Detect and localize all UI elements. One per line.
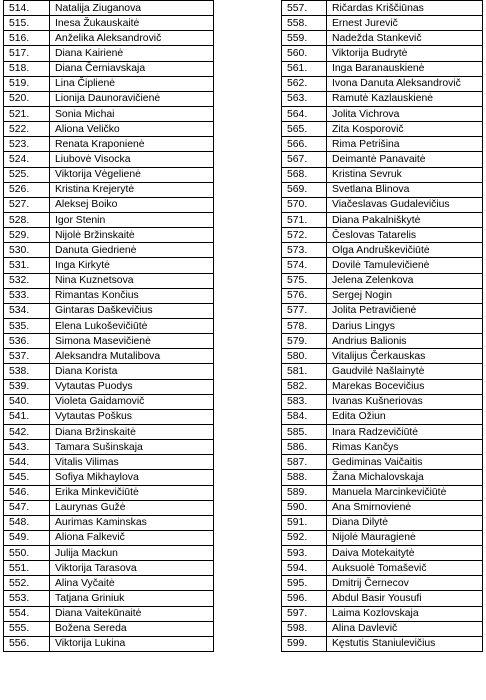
table-row — [4, 228, 214, 243]
person-name: Aliona Falkevič — [50, 530, 214, 545]
person-name: Gediminas Vaičaitis — [327, 455, 483, 470]
person-name: Edita Ožiun — [327, 409, 483, 424]
row-number: 590. — [282, 500, 327, 515]
table-row — [4, 334, 214, 349]
table-row — [4, 364, 214, 379]
row-number: 581. — [282, 364, 327, 379]
row-number: 540. — [4, 394, 50, 409]
person-name: Natalija Ziuganova — [50, 1, 214, 16]
person-name: Lionija Daunoravičienė — [50, 91, 214, 106]
row-number: 557. — [282, 1, 327, 16]
table-row — [282, 318, 483, 333]
person-name: Marekas Bocevičius — [327, 379, 483, 394]
row-number: 592. — [282, 530, 327, 545]
row-number: 534. — [4, 303, 50, 318]
row-number: 559. — [282, 31, 327, 46]
row-number: 525. — [4, 167, 50, 182]
table-row — [282, 379, 483, 394]
table-row — [4, 106, 214, 121]
person-name: Tatjana Griniuk — [50, 591, 214, 606]
row-number: 514. — [4, 1, 50, 16]
person-name: Alina Davlevič — [327, 621, 483, 636]
table-row — [282, 576, 483, 591]
row-number: 555. — [4, 621, 50, 636]
row-number: 538. — [4, 364, 50, 379]
table-row — [4, 394, 214, 409]
row-number: 584. — [282, 409, 327, 424]
table-row — [4, 470, 214, 485]
table-row — [282, 500, 483, 515]
person-name: Sonia Michai — [50, 106, 214, 121]
person-name: Erika Minkevičiūtė — [50, 485, 214, 500]
person-name: Diana Vaitekūnaitė — [50, 606, 214, 621]
row-number: 551. — [4, 561, 50, 576]
row-number: 553. — [4, 591, 50, 606]
row-number: 550. — [4, 546, 50, 561]
table-row — [282, 349, 483, 364]
table-row — [282, 334, 483, 349]
person-name: Aurimas Kaminskas — [50, 515, 214, 530]
person-name: Vitalijus Čerkauskas — [327, 349, 483, 364]
table-row — [282, 1, 483, 16]
person-name: Ernest Jurevič — [327, 16, 483, 31]
right-names-table — [281, 0, 483, 652]
person-name: Sergej Nogin — [327, 288, 483, 303]
row-number: 517. — [4, 46, 50, 61]
row-number: 571. — [282, 212, 327, 227]
table-row — [4, 530, 214, 545]
row-number: 519. — [4, 76, 50, 91]
table-row — [4, 31, 214, 46]
person-name: Vytautas Poškus — [50, 409, 214, 424]
row-number: 565. — [282, 122, 327, 137]
table-row — [4, 152, 214, 167]
row-number: 579. — [282, 334, 327, 349]
person-name: Diana Pakalniškytė — [327, 212, 483, 227]
table-row — [282, 122, 483, 137]
person-name: Ivanas Kušneriovas — [327, 394, 483, 409]
person-name: Jolita Petravičienė — [327, 303, 483, 318]
table-row — [282, 258, 483, 273]
table-row — [282, 228, 483, 243]
row-number: 544. — [4, 455, 50, 470]
table-row — [282, 106, 483, 121]
person-name: Nijolė Mauragienė — [327, 530, 483, 545]
row-number: 598. — [282, 621, 327, 636]
table-row — [4, 273, 214, 288]
person-name: Vitalis Vilimas — [50, 455, 214, 470]
table-row — [4, 515, 214, 530]
table-row — [4, 349, 214, 364]
row-number: 596. — [282, 591, 327, 606]
person-name: Olga Andruškevičiūtė — [327, 243, 483, 258]
person-name: Tamara Sušinskaja — [50, 440, 214, 455]
person-name: Aliona Veličko — [50, 122, 214, 137]
table-row — [4, 91, 214, 106]
row-number: 563. — [282, 91, 327, 106]
row-number: 564. — [282, 106, 327, 121]
row-number: 531. — [4, 258, 50, 273]
table-row — [282, 46, 483, 61]
row-number: 524. — [4, 152, 50, 167]
person-name: Lina Čiplienė — [50, 76, 214, 91]
row-number: 576. — [282, 288, 327, 303]
row-number: 597. — [282, 606, 327, 621]
person-name: Gintaras Daškevičius — [50, 303, 214, 318]
person-name: Sofiya Mikhaylova — [50, 470, 214, 485]
table-row — [282, 546, 483, 561]
table-row — [4, 16, 214, 31]
row-number: 570. — [282, 197, 327, 212]
table-row — [4, 76, 214, 91]
table-row — [282, 455, 483, 470]
table-row — [4, 424, 214, 439]
row-number: 568. — [282, 167, 327, 182]
person-name: Viktorija Tarasova — [50, 561, 214, 576]
table-row — [4, 197, 214, 212]
row-number: 530. — [4, 243, 50, 258]
row-number: 586. — [282, 440, 327, 455]
person-name: Renata Kraponienė — [50, 137, 214, 152]
table-row — [4, 636, 214, 651]
table-row — [4, 409, 214, 424]
person-name: Elena Lukoševičiūtė — [50, 318, 214, 333]
table-row — [282, 409, 483, 424]
table-row — [282, 197, 483, 212]
person-name: Danuta Giedrienė — [50, 243, 214, 258]
table-row — [4, 137, 214, 152]
row-number: 536. — [4, 334, 50, 349]
row-number: 573. — [282, 243, 327, 258]
person-name: Česlovas Tatarelis — [327, 228, 483, 243]
row-number: 521. — [4, 106, 50, 121]
row-number: 526. — [4, 182, 50, 197]
table-row — [282, 440, 483, 455]
person-name: Viačeslavas Gudalevičius — [327, 197, 483, 212]
row-number: 591. — [282, 515, 327, 530]
row-number: 560. — [282, 46, 327, 61]
person-name: Žana Michalovskaja — [327, 470, 483, 485]
person-name: Viktorija Vėgelienė — [50, 167, 214, 182]
person-name: Kristina Krejerytė — [50, 182, 214, 197]
person-name: Ivona Danuta Aleksandrovič — [327, 76, 483, 91]
table-row — [4, 621, 214, 636]
table-row — [282, 515, 483, 530]
table-row — [282, 303, 483, 318]
table-row — [282, 91, 483, 106]
person-name: Ričardas Kriščiūnas — [327, 1, 483, 16]
row-number: 520. — [4, 91, 50, 106]
person-name: Kristina Sevruk — [327, 167, 483, 182]
row-number: 529. — [4, 228, 50, 243]
row-number: 542. — [4, 424, 50, 439]
row-number: 577. — [282, 303, 327, 318]
person-name: Igor Stenin — [50, 212, 214, 227]
row-number: 575. — [282, 273, 327, 288]
table-row — [282, 364, 483, 379]
row-number: 539. — [4, 379, 50, 394]
row-number: 554. — [4, 606, 50, 621]
person-name: Diana Korista — [50, 364, 214, 379]
table-row — [282, 61, 483, 76]
row-number: 562. — [282, 76, 327, 91]
row-number: 589. — [282, 485, 327, 500]
table-row — [282, 561, 483, 576]
person-name: Andrius Balionis — [327, 334, 483, 349]
table-row — [282, 137, 483, 152]
table-row — [4, 288, 214, 303]
person-name: Rimantas Končius — [50, 288, 214, 303]
table-row — [282, 31, 483, 46]
person-name: Nadežda Stankevič — [327, 31, 483, 46]
table-row — [282, 288, 483, 303]
table-row — [4, 591, 214, 606]
person-name: Alina Vyčaitė — [50, 576, 214, 591]
row-number: 516. — [4, 31, 50, 46]
person-name: Gaudvilė Našlainytė — [327, 364, 483, 379]
table-row — [282, 16, 483, 31]
row-number: 582. — [282, 379, 327, 394]
table-row — [282, 636, 483, 651]
row-number: 567. — [282, 152, 327, 167]
table-row — [282, 591, 483, 606]
row-number: 594. — [282, 561, 327, 576]
table-row — [4, 182, 214, 197]
table-row — [4, 61, 214, 76]
row-number: 527. — [4, 197, 50, 212]
person-name: Daiva Motekaitytė — [327, 546, 483, 561]
person-name: Inga Kirkytė — [50, 258, 214, 273]
table-row — [282, 76, 483, 91]
table-row — [4, 243, 214, 258]
row-number: 545. — [4, 470, 50, 485]
row-number: 580. — [282, 349, 327, 364]
table-row — [4, 303, 214, 318]
person-name: Julija Mackun — [50, 546, 214, 561]
row-number: 583. — [282, 394, 327, 409]
row-number: 537. — [4, 349, 50, 364]
row-number: 547. — [4, 500, 50, 515]
person-name: Diana Kairienė — [50, 46, 214, 61]
table-row — [4, 576, 214, 591]
table-row — [4, 318, 214, 333]
table-row — [282, 530, 483, 545]
table-row — [282, 167, 483, 182]
row-number: 533. — [4, 288, 50, 303]
row-number: 528. — [4, 212, 50, 227]
person-name: Aleksej Boiko — [50, 197, 214, 212]
row-number: 552. — [4, 576, 50, 591]
row-number: 515. — [4, 16, 50, 31]
row-number: 587. — [282, 455, 327, 470]
table-row — [4, 455, 214, 470]
person-name: Diana Bržinskaitė — [50, 424, 214, 439]
table-row — [282, 212, 483, 227]
person-name: Svetlana Blinova — [327, 182, 483, 197]
row-number: 518. — [4, 61, 50, 76]
person-name: Dmitrij Černecov — [327, 576, 483, 591]
person-name: Božena Sereda — [50, 621, 214, 636]
person-name: Inara Radzevičiūtė — [327, 424, 483, 439]
row-number: 572. — [282, 228, 327, 243]
row-number: 569. — [282, 182, 327, 197]
row-number: 566. — [282, 137, 327, 152]
table-row — [282, 470, 483, 485]
person-name: Aleksandra Mutalibova — [50, 349, 214, 364]
person-name: Viktorija Lukina — [50, 636, 214, 651]
person-name: Manuela Marcinkevičiūtė — [327, 485, 483, 500]
person-name: Laima Kozlovskaja — [327, 606, 483, 621]
person-name: Simona Masevičienė — [50, 334, 214, 349]
row-number: 541. — [4, 409, 50, 424]
table-row — [4, 46, 214, 61]
row-number: 574. — [282, 258, 327, 273]
person-name: Violeta Gaidamovič — [50, 394, 214, 409]
table-row — [4, 440, 214, 455]
row-number: 585. — [282, 424, 327, 439]
person-name: Laurynas Gužė — [50, 500, 214, 515]
table-row — [4, 606, 214, 621]
person-name: Kęstutis Staniulevičius — [327, 636, 483, 651]
person-name: Jolita Vichrova — [327, 106, 483, 121]
row-number: 593. — [282, 546, 327, 561]
row-number: 543. — [4, 440, 50, 455]
table-row — [4, 1, 214, 16]
person-name: Liubovė Visocka — [50, 152, 214, 167]
row-number: 558. — [282, 16, 327, 31]
table-row — [4, 561, 214, 576]
person-name: Nijolė Bržinskaitė — [50, 228, 214, 243]
row-number: 548. — [4, 515, 50, 530]
person-name: Deimantė Panavaitė — [327, 152, 483, 167]
row-number: 522. — [4, 122, 50, 137]
table-row — [4, 546, 214, 561]
person-name: Ramutė Kazlauskienė — [327, 91, 483, 106]
table-row — [4, 379, 214, 394]
person-name: Inesa Žukauskaitė — [50, 16, 214, 31]
person-name: Zita Kosporovič — [327, 122, 483, 137]
row-number: 561. — [282, 61, 327, 76]
table-row — [4, 212, 214, 227]
row-number: 588. — [282, 470, 327, 485]
person-name: Nina Kuznetsova — [50, 273, 214, 288]
table-row — [282, 243, 483, 258]
table-row — [282, 606, 483, 621]
table-row — [4, 122, 214, 137]
row-number: 532. — [4, 273, 50, 288]
table-row — [282, 182, 483, 197]
person-name: Rima Petrišina — [327, 137, 483, 152]
table-row — [282, 394, 483, 409]
table-row — [4, 167, 214, 182]
left-names-table — [3, 0, 214, 652]
table-row — [4, 485, 214, 500]
person-name: Diana Černiavskaja — [50, 61, 214, 76]
person-name: Abdul Basir Yousufi — [327, 591, 483, 606]
person-name: Dovilė Tamulevičienė — [327, 258, 483, 273]
row-number: 595. — [282, 576, 327, 591]
table-row — [282, 424, 483, 439]
person-name: Inga Baranauskienė — [327, 61, 483, 76]
table-row — [282, 621, 483, 636]
person-name: Auksuolė Tomaševič — [327, 561, 483, 576]
person-name: Rimas Kančys — [327, 440, 483, 455]
table-row — [282, 152, 483, 167]
table-row — [4, 500, 214, 515]
row-number: 523. — [4, 137, 50, 152]
row-number: 556. — [4, 636, 50, 651]
person-name: Jelena Zelenkova — [327, 273, 483, 288]
person-name: Anželika Aleksandrovič — [50, 31, 214, 46]
row-number: 578. — [282, 318, 327, 333]
table-row — [4, 258, 214, 273]
row-number: 546. — [4, 485, 50, 500]
person-name: Vytautas Puodys — [50, 379, 214, 394]
row-number: 535. — [4, 318, 50, 333]
table-row — [282, 273, 483, 288]
person-name: Darius Lingys — [327, 318, 483, 333]
person-name: Viktorija Budrytė — [327, 46, 483, 61]
person-name: Diana Dilytė — [327, 515, 483, 530]
row-number: 549. — [4, 530, 50, 545]
table-row — [282, 485, 483, 500]
row-number: 599. — [282, 636, 327, 651]
person-name: Ana Smirnovienė — [327, 500, 483, 515]
